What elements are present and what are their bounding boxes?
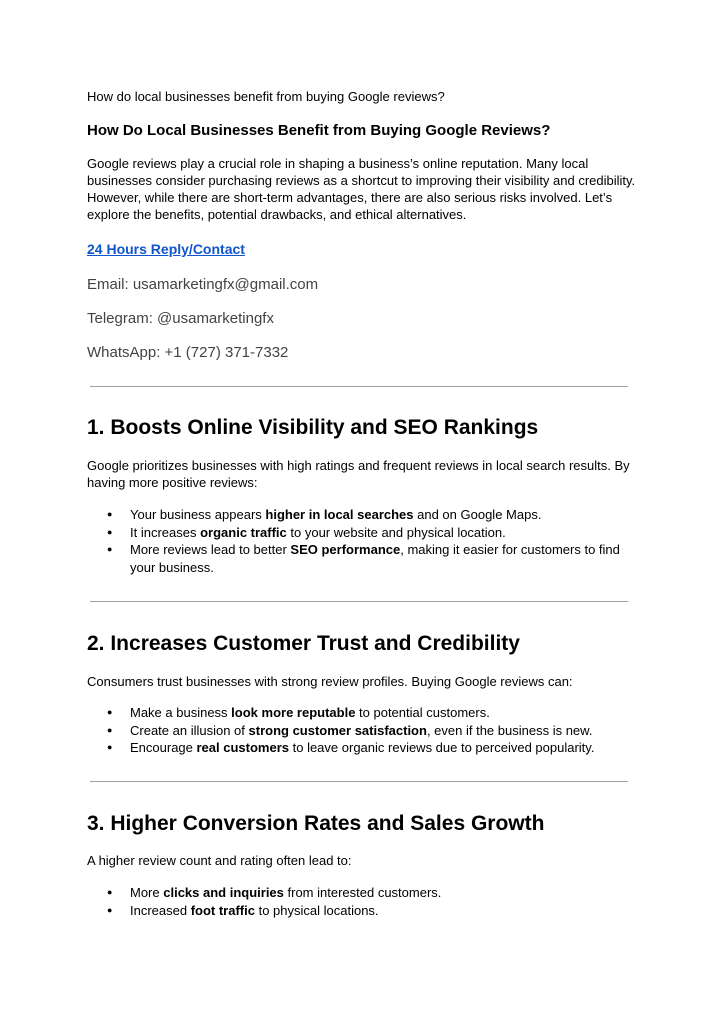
list-item xyxy=(87,524,635,542)
bullet-list xyxy=(87,884,635,919)
bullet-list xyxy=(87,704,635,757)
bullet-text: It increases xyxy=(130,524,201,540)
list-item xyxy=(87,884,635,902)
list-item xyxy=(87,902,635,920)
section-title: 3. Higher Conversion Rates and Sales Growth xyxy=(87,812,545,835)
bullet-emphasis: look more reputable xyxy=(231,705,356,720)
bullet-list xyxy=(87,506,635,576)
bullet-text: , even if the business is new. xyxy=(426,722,593,738)
document-heading: How Do Local Businesses Benefit from Buying Google Reviews? xyxy=(87,122,551,139)
bullet-text: and on Google Maps. xyxy=(413,507,542,522)
bullet-text: , making it easier for customers to find your business. xyxy=(130,542,620,575)
divider xyxy=(90,601,628,602)
bullet-text: Make a business xyxy=(130,705,232,720)
bullet-text: to physical locations. xyxy=(254,902,379,918)
list-item xyxy=(87,541,635,576)
bullet-text: Create an illusion of xyxy=(130,722,249,738)
contact-email: Email: usamarketingfx@gmail.com xyxy=(87,276,319,293)
bullet-emphasis: strong customer satisfaction xyxy=(248,722,427,738)
divider xyxy=(90,781,628,782)
bullet-emphasis: organic traffic xyxy=(200,524,287,540)
bullet-text: from interested customers. xyxy=(283,885,442,900)
bullet-text: Your business appears xyxy=(130,507,266,522)
bullet-text: Increased xyxy=(130,902,191,918)
bullet-text: More xyxy=(130,885,164,900)
bullet-emphasis: foot traffic xyxy=(190,902,255,918)
section-intro: Google prioritizes businesses with high ratings and frequent reviews in local search results. By having more positive reviews: xyxy=(87,458,630,490)
bullet-text: Encourage xyxy=(130,740,197,755)
section-intro: Consumers trust businesses with strong review profiles. Buying Google reviews can: xyxy=(87,674,573,689)
bullet-emphasis: SEO performance xyxy=(290,542,401,557)
section-title: 1. Boosts Online Visibility and SEO Rankings xyxy=(87,416,539,439)
list-item xyxy=(87,722,635,740)
bullet-text: to your website and physical location. xyxy=(286,524,506,540)
list-item xyxy=(87,506,635,524)
contact-whatsapp: WhatsApp: +1 (727) 371-7332 xyxy=(87,344,289,361)
intro-paragraph: Google reviews play a crucial role in shaping a business’s online reputation. Many local businesses consider purchasing reviews as a shortcut to improving their visibility and credibility. However, while there are short-term advantages, there are also serious risks involved. Let’s explore the benefits, potential drawbacks, and ethical alternatives. xyxy=(87,156,636,222)
plain-title: How do local businesses benefit from buying Google reviews? xyxy=(87,89,445,104)
contact-telegram: Telegram: @usamarketingfx xyxy=(87,310,274,327)
bullet-text: More reviews lead to better xyxy=(130,542,291,557)
bullet-text: to potential customers. xyxy=(355,705,490,720)
section-intro: A higher review count and rating often lead to: xyxy=(87,853,352,868)
section-title: 2. Increases Customer Trust and Credibility xyxy=(87,632,520,655)
divider xyxy=(90,386,628,387)
list-item xyxy=(87,704,635,722)
bullet-text: to leave organic reviews due to perceived popularity. xyxy=(289,740,595,755)
contact-link[interactable]: 24 Hours Reply/Contact xyxy=(87,241,245,257)
bullet-emphasis: real customers xyxy=(196,740,289,755)
bullet-emphasis: higher in local searches xyxy=(265,507,414,522)
bullet-emphasis: clicks and inquiries xyxy=(163,885,284,900)
list-item xyxy=(87,739,635,757)
